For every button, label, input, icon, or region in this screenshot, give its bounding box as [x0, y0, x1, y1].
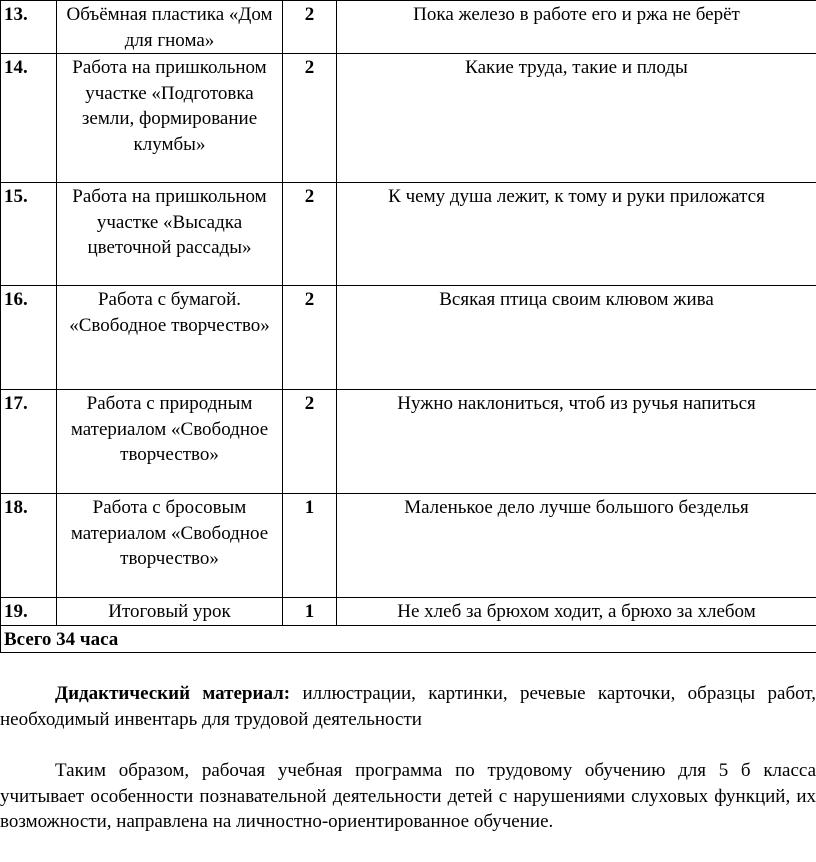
didactic-paragraph — [0, 681, 816, 732]
lesson-number: 16. — [1, 286, 57, 390]
lesson-topic: Объёмная пластика «Дом для гнома» — [57, 1, 283, 54]
lesson-topic: Работа на пришкольном участке «Подготовка земли, формирование клумбы» — [57, 54, 283, 183]
conclusion-paragraph — [0, 758, 816, 835]
lesson-proverb: К чему душа лежит, к тому и руки приложатся — [337, 183, 816, 286]
lesson-hours: 1 — [283, 598, 337, 626]
lesson-number: 15. — [1, 183, 57, 286]
lesson-proverb: Пока железо в работе его и ржа не берёт — [337, 1, 816, 54]
lesson-number: 17. — [1, 390, 57, 494]
lesson-proverb: Не хлеб за брюхом ходит, а брюхо за хлебом — [337, 598, 816, 626]
lesson-topic: Работа с бросовым материалом «Свободное творчество» — [57, 494, 283, 598]
table-row — [1, 494, 816, 598]
lesson-hours: 2 — [283, 54, 337, 183]
lesson-hours: 2 — [283, 390, 337, 494]
lesson-topic: Итоговый урок — [57, 598, 283, 626]
lesson-number: 19. — [1, 598, 57, 626]
lesson-hours: 1 — [283, 494, 337, 598]
table-total-row — [1, 625, 816, 653]
didactic-label: Дидактический материал: — [55, 683, 291, 704]
table-row — [1, 1, 816, 54]
didactic-text: иллюстрации, картинки, речевые карточки, образцы работ, необходимый инвентарь для трудовой деятельности — [0, 683, 816, 730]
lesson-proverb: Всякая птица своим клювом жива — [337, 286, 816, 390]
lesson-proverb: Маленькое дело лучше большого безделья — [337, 494, 816, 598]
lesson-number: 18. — [1, 494, 57, 598]
table-row — [1, 183, 816, 286]
table-row — [1, 286, 816, 390]
table-row — [1, 598, 816, 626]
total-hours: Всего 34 часа — [1, 625, 816, 653]
lesson-topic: Работа на пришкольном участке «Высадка цветочной рассады» — [57, 183, 283, 286]
lesson-number: 13. — [1, 1, 57, 54]
lesson-hours: 2 — [283, 286, 337, 390]
table-row — [1, 54, 816, 183]
lesson-topic: Работа с природным материалом «Свободное творчество» — [57, 390, 283, 494]
lesson-proverb: Нужно наклониться, чтоб из ручья напиться — [337, 390, 816, 494]
lesson-hours: 2 — [283, 183, 337, 286]
conclusion-text: Таким образом, рабочая учебная программа по трудовому обучению для 5 б класса учитывает особенности познавательной деятельности детей с нарушениями слуховых функций, их возможности, направлена на личностно-ориентированное обучение. — [0, 760, 816, 832]
lesson-topic: Работа с бумагой. «Свободное творчество» — [57, 286, 283, 390]
lesson-proverb: Какие труда, такие и плоды — [337, 54, 816, 183]
lesson-number: 14. — [1, 54, 57, 183]
lesson-hours: 2 — [283, 1, 337, 54]
table-row — [1, 390, 816, 494]
